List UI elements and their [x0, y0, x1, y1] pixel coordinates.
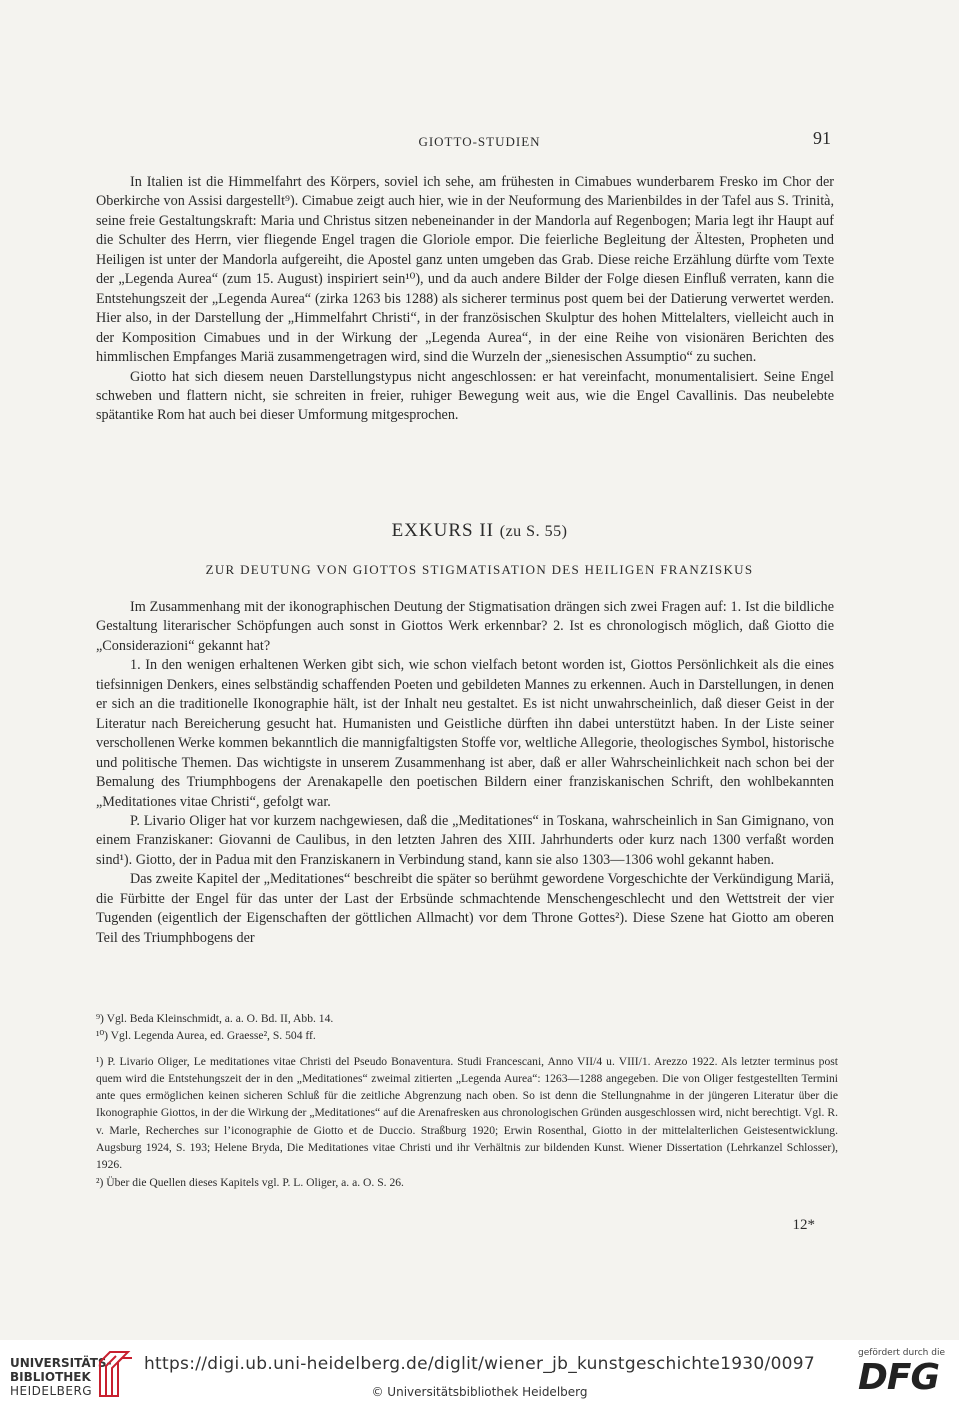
footer-bar	[0, 1340, 959, 1411]
paragraph: In Italien ist die Himmelfahrt des Körpers, soviel ich sehe, am frühesten in Cimabues wunderbarem Fresko im Chor der Oberkirche von Assisi dargestellt⁹). Cimabue zeigt auch hier, wie in der Neuformung des Marienbildes in der Tafel aus S. Trinità, seine freie Gestaltungskraft: Maria und Christus sitzen nebeneinander in der Mandorla auf Regenbogen; Maria legt ihr Haupt auf die Schulter des Herrn, vier fliegende Engel tragen die Gloriole empor. Die feierliche Begleitung der Ältesten, Propheten und Heiligen ist unter der Mandorla aufgereiht, die Apostel ganz unten umgeben das Grab. Diese reiche Erzählung dürfte vom Texte der „Legenda Aurea“ (zum 15. August) inspiriert sein¹⁰), und da auch andere Bilder der Folge diesen Einfluß verraten, kann die Entstehungszeit der „Legenda Aurea“ (zirka 1263 bis 1288) als sicherer terminus post quem bei der Datierung verwertet werden. Hier also, in der Darstellung der „Himmelfahrt Christi“, in der französischen Skulptur des hohen Mittelalters, vielleicht auch in der Komposition Cimabues und in der Wirkung der „Legenda Aurea“, in der eine Reihe von visionären Berichten des himmlischen Empfanges Mariä zusammengetragen wird, sind die Wurzeln der „sienesischen Assumptio“ zu suchen.	[96, 174, 834, 366]
library-name-line3: HEIDELBERG	[10, 1384, 93, 1398]
exkurs-title: EXKURS II	[391, 520, 494, 541]
footnotes	[96, 1010, 838, 1191]
paragraph: P. Livario Oliger hat vor kurzem nachgewiesen, daß die „Meditationes“ in Toskana, wahrscheinlich in San Gimignano, von einem Franziskaner: Giovanni de Caulibus, in den letzten Jahren des XIII. Jahrhunderts oder kurz nach 1300 verfaßt worden sind¹). Giotto, der in Padua mit den Franziskanern in Verbindung stand, kann sie also 1303—1306 wohl gekannt haben.	[96, 812, 834, 868]
section-assumptio-text	[96, 173, 834, 426]
copyright-notice: © Universitätsbibliothek Heidelberg	[371, 1385, 588, 1399]
footnote: ¹⁰) Vgl. Legenda Aurea, ed. Graesse², S. 504 ff.	[96, 1029, 316, 1043]
dfg-logo[interactable]	[858, 1348, 945, 1396]
page-number: 91	[813, 128, 831, 148]
library-name-line2: BIBLIOTHEK	[10, 1370, 91, 1384]
footnote: ¹) P. Livario Oliger, Le meditationes vitae Christi del Pseudo Bonaventura. Studi Francescani, Anno VII/4 u. VIII/1. Arezzo 1922. Als letzter terminus post quem wird die Entstehungszeit der in den „Meditationes“ zweimal zitierten „Legenda Aurea“: 1263—1288 angegeben. Die von Oliger festgestellten Termini ante ques ermöglichen keinen sicheren Schluß für die zeitliche Abgrenzung nach oben. So ist denn die Stellungnahme in der jüngeren Literatur über die Ikonographie Giottos, in der die Wirkung der „Meditationes“ auf die Arenafresken aus chronologischen Gründen ausgeschlossen wird, nicht berechtigt. Vgl. R. v. Marle, Recherches sur l’iconographie de Giotto et de Duccio. Straßburg 1920; Erwin Rosenthal, Giotto in der mittelalterlichen Geistesentwicklung. Augsburg 1924, S. 193; Helene Bryda, Die Meditationes vitae Christi und ihr Verhältnis zur bildenden Kunst. Wiener Dissertation (Lehrkanzel Schlosser), 1926.	[96, 1054, 838, 1172]
dfg-mark: DFG	[858, 1357, 940, 1398]
paragraph: Das zweite Kapitel der „Meditationes“ beschreibt die später so berühmt gewordene Vorgeschichte der Verkündigung Mariä, die Fürbitte der Engel für das unter der Last der Erbsünde schmachtende Menschengeschlecht und den Wettstreit der vier Tugenden (eigentlich der Eigenschaften der göttlichen Allmacht) vor dem Throne Gottes²). Diese Szene hat Giotto am oberen Teil des Triumphbogens der	[96, 871, 834, 946]
paragraph: Giotto hat sich diesem neuen Darstellungstypus nicht angeschlossen: er hat vereinfacht, monumentalisiert. Seine Engel schweben und flattern nicht, sie schreiten in freier, ruhiger Bewegung weit aus, wie die Engel Cavallinis. Das neubelebte spätantike Rom hat auch bei dieser Umformung mitgesprochen.	[96, 368, 834, 424]
paragraph: 1. In den wenigen erhaltenen Werken gibt sich, wie schon vielfach betont worden ist, Giottos Persönlichkeit als die eines tiefsinnigen Denkers, eines selbständig schaffenden Poeten und gebildeten Mannes zu erkennen. Auch in Darstellungen, in denen er sich an die traditionelle Ikonographie hält, ist der Inhalt neu gestaltet. Es ist nicht unwahrscheinlich, daß dieser Geist in der Literatur nach Bereicherung gesucht hat. Humanisten und Geistliche dürften ihn dabei unterstützt haben. In der Liste seiner verschollenen Werke kommen bekanntlich die mannigfaltigsten Stoffe vor, weltliche Allegorie, theologisches Symbol, historische und politische Themen. Das wichtigste in unserem Zusammenhang ist aber, daß er aller Wahrscheinlichkeit nach schon bei der Bemalung des Triumphbogens der Arenakapelle den poetischen Bildern einer franziskanischen Schrift, den wohlbekannten „Meditationes vitae Christi“, gefolgt war.	[96, 657, 834, 810]
footnote: ²) Über die Quellen dieses Kapitels vgl. P. L. Oliger, a. a. O. S. 26.	[96, 1175, 404, 1189]
footnote: ⁹) Vgl. Beda Kleinschmidt, a. a. O. Bd. II, Abb. 14.	[96, 1012, 334, 1025]
library-name-line1: UNIVERSITÄTS-	[10, 1356, 112, 1370]
exkurs-subtitle: ZUR DEUTUNG VON GIOTTOS STIGMATISATION DES HEILIGEN FRANZISKUS	[205, 562, 754, 577]
source-url-link[interactable]: https://digi.ub.uni-heidelberg.de/diglit/wiener_jb_kunstgeschichte1930/0097	[143, 1354, 816, 1374]
running-head: GIOTTO-STUDIEN	[418, 134, 541, 149]
funding-note: gefördert durch die	[858, 1348, 945, 1358]
exkurs-text	[96, 598, 834, 948]
paragraph: Im Zusammenhang mit der ikonographischen Deutung der Stigmatisation drängen sich zwei Fragen auf: 1. Ist die bildliche Gestaltung literarischer Schöpfungen auch sonst in Giottos Werk erkennbar? 2. Ist es chronologisch möglich, daß Giotto die „Considerazioni“ gekannt hat?	[96, 599, 834, 654]
exkurs-heading	[0, 520, 959, 542]
sheet-signature: 12*	[792, 1217, 815, 1233]
exkurs-reference: (zu S. 55)	[499, 523, 568, 540]
